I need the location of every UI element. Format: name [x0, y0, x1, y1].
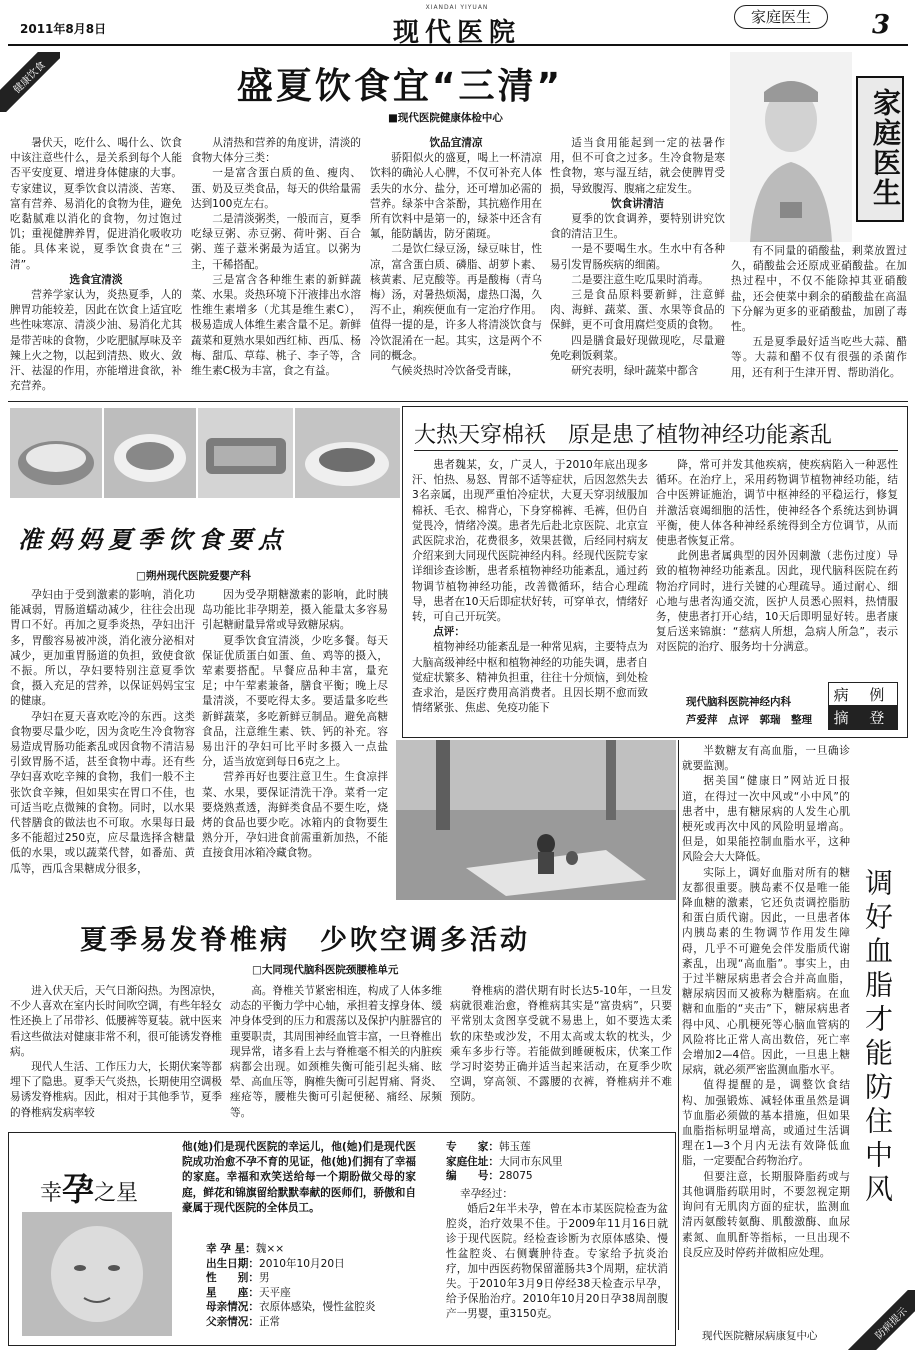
- article3-byline-1: 现代脑科医院神经内科: [686, 696, 791, 708]
- article1-col1: [10, 136, 182, 398]
- food-photo-2: [104, 408, 196, 498]
- paragraph: 现代人生活、工作压力大，长期伏案等都埋下了隐患。夏季天气炎热，长期使用空调极易诱发脊椎病。因此，相对于其他季节，夏季的脊椎病发病率较: [10, 1061, 222, 1119]
- paragraph: 营养再好也要注意卫生。生食凉拌菜、水果，要保证清洗干净。菜肴一定要烧熟煮透，海鲜类食品不要生吃，烧烤的食品也要少吃。冰箱内的食物要生熟分开，孕妇进食前需重新加热，不能直接食用冰箱冷藏食物。: [202, 771, 388, 860]
- header: [0, 0, 915, 52]
- star-story: 婚后2年半未孕，曾在本市某医院检查为盆腔炎，治疗效果不佳。于2009年11月16日就诊于现代医院。经检查诊断为衣原体感染、慢性盆腔炎、右侧囊肿待查。专家给予抗炎治疗，加中西医药物保留灌肠共3个周期，症状消失。于2010年3月9日停经38天检查示早孕，给予保胎治疗。2010年10月20日孕38周剖腹产一男婴，重3150克。: [446, 1203, 668, 1320]
- article4-col3: [450, 984, 672, 1126]
- paragraph: 夏季的饮食调养，要特别讲究饮食的清洁卫生。: [550, 213, 725, 241]
- paragraph: 选食宜清淡: [69, 273, 123, 286]
- paragraph: 适当食用能起到一定的祛暑作用，但不可食之过多。生冷食物是寒性食物，寒与湿互结，就会使脾胃受损，导致腹泻、腹痛之症发生。: [550, 137, 725, 195]
- paragraph: 气候炎热时冷饮备受青睐，: [391, 365, 519, 378]
- field-row: [446, 1155, 668, 1170]
- paragraph: 实际上，调好血脂对所有的糖友都很重要。胰岛素不仅是唯一能降血糖的激素，它还负责调控脂肪和蛋白质代谢。因此，一旦患者体内胰岛素的生物调节作用发生障碍，几乎不可避免会伴发脂质代谢紊乱，出现“高血脂”。事实上，由于过半糖尿病患者会合并高血脂，糖尿病因而又被称为糖脂病。在血糖和血脂的“夹击”下，糖尿病患者得中风、心肌梗死等心脑血管病的风险将比正常人高出数倍，死亡率会增加2—4倍。因此，一旦患上糖尿病，就必须严密监测血脂水平。: [682, 866, 850, 1077]
- field-label: 幸 孕 星：: [206, 1243, 256, 1255]
- article2-col1: [10, 588, 195, 888]
- field-label: 专 家：: [446, 1141, 499, 1153]
- paragraph: 点评：: [433, 626, 465, 639]
- field-value: 男: [258, 1272, 270, 1285]
- field-row: [206, 1315, 436, 1330]
- article2-col2: [202, 588, 388, 888]
- paragraph: 骄阳似火的盛夏，喝上一杯清凉饮料的确沁人心脾，不仅可补充人体丢失的水分、盐分，还可增加必需的营养。绿茶中含茶酚，其抗癌作用在所有饮料中是第一的，绿茶中还含有氟，能防龋齿，防牙菌斑。: [370, 152, 542, 241]
- paragraph: 二是要注意生吃瓜果时消毒。: [571, 273, 709, 286]
- paragraph: 此例患者属典型的因外因刺激（悲伤过度）导致的植物神经功能紊乱。因此，现代脑科医院在药物治疗同时，进行关键的心理疏导。通过耐心、细心地与患者沟通交流，医护人员悉心照料，热情服务，使患者打开心结，10天后即明显好转。患者康复后送来锦旗：“慈病人所想，急病人所急”，表示对医院的治疗、服务均十分满意。: [656, 550, 898, 654]
- park-photo: [396, 740, 676, 900]
- field-label: 母亲情况：: [206, 1301, 259, 1314]
- field-label: 编 号：: [446, 1170, 499, 1183]
- field-value: 韩玉莲: [498, 1141, 531, 1153]
- paragraph: 患者魏某，女，广灵人，于2010年底出现多汗、怕热、易怒、胃部不适等症状，后因忽然失去3名亲属，出现严重怕冷症状，大夏天穿羽绒服加棉袄、毛衣、棉背心，下身穿棉裤、毛裤，但仍自觉畏冷，情绪冷漠。患者先后赴北京医院、北京宣武医院求治，花费很多，效果甚微，后经同村病友介绍来到大同现代医院神经内科。经现代医院专家详细诊查诊断，患者系植物神经功能紊乱，通过药物调节植物神经功能，改善微循环，结合心理疏导，患者在10天后即症状好转，可穿单衣，情绪好转，可自己开玩笑。: [412, 459, 648, 624]
- article3-col1: [412, 458, 648, 732]
- field-value: 28075: [498, 1170, 533, 1183]
- paragraph: 孕妇由于受到激素的影响，消化功能减弱，胃肠道蠕动减少，往往会出现胃口不好。再加之夏季炎热，孕妇出汗多，胃酸容易被冲淡，消化液分泌相对减少，更加重胃肠道的负担，致使食欲不振。所以，孕妇要特别注意夏季饮食，摄入充足的营养，以保证妈妈宝宝的健康。: [10, 589, 195, 708]
- food-photo-4: [295, 408, 400, 498]
- paragraph: 暑伏天，吃什么、喝什么、饮食中该注意些什么，是关系到每个人能否平安度夏、增进身体健康的大事。专家建议，夏季饮食以清淡、苦寒、富有营养、易消化的食物为佳，避免吃黏腻难以消化的食物，勿过饱过饥；重视健脾养胃，促进消化吸收功能。具体来说，夏季饮食贵在“三清”。: [10, 137, 182, 271]
- right-column-rule: [678, 740, 679, 1330]
- article1-byline: ■现代医院健康体检中心: [388, 112, 503, 124]
- paragraph: 一是富含蛋白质的鱼、瘦肉、蛋、奶及豆类食品，每天的供给量需达到100克左右。: [191, 167, 361, 210]
- paragraph: 一是不要喝生水。生水中有各种易引发胃肠疾病的细菌。: [550, 243, 725, 271]
- field-label: 父亲情况：: [206, 1315, 259, 1328]
- field-value: 魏××: [255, 1243, 285, 1255]
- case-tag-line1: 病 例: [828, 682, 898, 706]
- star-right-fields: [446, 1140, 668, 1184]
- paragraph: 营养学家认为，炎热夏季，人的脾胃功能较差，因此在饮食上适宜吃些性味寒凉、清淡少油、易消化尤其是带苦味的食物，少吃肥腻厚味及辛辣上火之物，以起到清热、败火、敛汗、祛湿的作用，亦能增进食欲，补充营养。: [10, 289, 182, 393]
- header-rule: [8, 44, 908, 46]
- paragraph: 饮品宜清凉: [429, 137, 483, 149]
- paragraph: 四是膳食最好现做现吃，尽量避免吃剩饭剩菜。: [550, 334, 725, 362]
- field-label: 出生日期：: [206, 1257, 259, 1270]
- article1-col5: [731, 244, 907, 398]
- article3-byline-2: 芦爱萍 点评 郭瑞 整理: [686, 714, 812, 726]
- article3-col2: [656, 458, 898, 678]
- paragraph: 研究表明，绿叶蔬菜中都含: [571, 365, 699, 378]
- food-photo-3: [198, 408, 293, 498]
- article3-title-rule: [414, 450, 898, 451]
- prevention-tag: 防病提示: [848, 1290, 915, 1350]
- paragraph: 饮食讲清洁: [611, 197, 664, 210]
- paragraph: 从清热和营养的角度讲，清淡的食物大体分三类：: [191, 137, 361, 165]
- paragraph: 夏季饮食宜清淡，少吃多餐。每天保证优质蛋白如蛋、鱼、鸡等的摄入，荤素要搭配。早餐应品种丰富，量充足；中午荤素兼备，膳食平衡；晚上尽量清淡，不要吃得太多。要适量多吃些新鲜蔬菜，多吃新鲜豆制品。避免高糖食品，注意维生素、铁、钙的补充。容易出汗的孕妇可比平时多摄入一点盐分，适当放宽到每日6克之上。: [202, 634, 388, 769]
- paragraph: 三是食品原料要新鲜，注意鲜肉、海鲜、蔬菜、蛋、水果等食品的保鲜，更不可食用腐烂变质的食物。: [550, 289, 725, 332]
- article1-title: 盛夏饮食宜“三清”: [236, 66, 564, 107]
- paragraph: 高。脊椎关节紧密相连，构成了人体多维动态的平衡力学中心轴，承担着支撑身体、缓冲身体受到的压力和震荡以及保护内脏器官的重要职责，其周围神经血管丰富，一旦脊椎出现异常，诸多看上去与脊椎毫不相关的内脏疾病都会出现。如颈椎失衡可能引起头痛、眩晕、高血压等，胸椎失衡可引起胃痛、肾炎、痤疮等，腰椎失衡可引起便秘、痛经、尿频等。: [230, 985, 442, 1119]
- star-title: 幸孕之星: [40, 1170, 139, 1208]
- paragraph: 据美国“健康日”网站近日报道，在得过一次中风或“小中风”的患者中，患有糖尿病的人发生心肌梗死或再次中风的风险明显增高。但是，如果能控制血脂水平，这种风险会大大降低。: [682, 775, 850, 864]
- article4-byline: □大同现代脑科医院颈腰椎单元: [252, 964, 399, 976]
- star-intro: 他(她)们是现代医院的幸运儿，他(她)们是现代医院成功治愈不孕不育的见证，他(她)们拥有了幸福的家庭。幸福和欢笑送给每一个期盼做父母的家庭，鲜花和锦旗留给默默奉献的医师们，骄傲和自豪属于现代医院的全体员工。: [182, 1141, 416, 1214]
- star-fields: [206, 1242, 436, 1330]
- field-row: [206, 1242, 436, 1257]
- paragraph: 二是饮仁绿豆汤，绿豆味甘，性凉，富含蛋白质、磷脂、胡萝卜素、核黄素、尼克酸等。再是酸梅（青乌梅）汤，对暑热烦渴，虚热口渴，久泻不止，痢疾便血有一定治疗作用。值得一提的是，许多人将清淡饮食与冷饮混淆在一起。其实，这是两个不同的概念。: [370, 243, 542, 362]
- article2-byline: □朔州现代医院爱婴产科: [136, 570, 251, 582]
- masthead: 现代医院: [392, 18, 521, 48]
- field-label: 性 别：: [206, 1272, 259, 1285]
- article3-title: 大热天穿棉袄 原是患了植物神经功能紊乱: [414, 423, 833, 448]
- food-photo-1: [10, 408, 102, 498]
- field-row: [206, 1300, 436, 1315]
- paragraph: 孕妇在夏天喜欢吃冷的东西。这类食物要尽量少吃，因为贪吃生冷食物容易造成胃肠功能紊乱或因食物不清洁易引致胃肠不适，甚至食物中毒。还有些孕妇喜欢吃辛辣的食物，我们一般不主张饮食辛辣，但如果实在胃口不佳，也可适当吃点微辣的食物。同时，以水果代替膳食的做法也不可取。水果每日最多不能超过250克，应尽量选择含糖量低的水果，或以蔬菜代替，如番茄、黄瓜等，西瓜含果糖成分很多，: [10, 710, 195, 875]
- paragraph: 因为受孕期糖激素的影响，此时胰岛功能比非孕期差，摄入能量太多容易引起糖耐量异常或导致糖尿病。: [202, 589, 388, 632]
- paragraph: 但要注意，长期服降脂药或与其他调脂药联用时，不要忽视定期询问有无肌肉方面的症状，监测血清丙氨酸转氨酶、肌酸激酶、血尿素氮、血肌酐等指标，一旦出现不良反应及时停药并做相应处理。: [682, 1170, 850, 1259]
- article2-title: 准妈妈夏季饮食要点: [18, 525, 288, 554]
- baby-photo: [22, 1212, 172, 1336]
- article4-col2: [230, 984, 442, 1126]
- page-number: 3: [872, 10, 891, 40]
- paragraph: 五是夏季最好适当吃些大蒜、醋等。大蒜和醋不仅有很强的杀菌作用，还有利于生津开胃、帮助消化。: [731, 336, 907, 379]
- paragraph: 三是富含各种维生素的新鲜蔬菜、水果。炎热环境下汗液排出水溶性维生素增多（尤其是维生素C），极易造成人体维生素含量不足。新鲜蔬菜和夏熟水果如西红柿、西瓜、杨梅、甜瓜、草莓、桃子、李子等，含维生素C极为丰富，食之有益。: [191, 273, 361, 378]
- case-tag-line2: 摘 登: [828, 706, 898, 730]
- field-row: [206, 1257, 436, 1272]
- paragraph: 半数糖友有高血脂，一旦确诊就要监测。: [682, 745, 850, 773]
- article1-col3: [370, 136, 542, 398]
- masthead-pinyin: XIANDAI YIYUAN: [425, 4, 489, 11]
- nurse-photo: [730, 52, 852, 242]
- case-tag: [828, 682, 898, 730]
- field-label: 星 座：: [206, 1286, 259, 1299]
- paragraph: 进入伏天后，天气日渐闷热。为图凉快，不少人喜欢在室内长时间吹空调，有些年轻女性还换上了吊带衫、低腰裤等夏装。就中医来看这些做法对健康非常不利，很可能诱发脊椎病。: [10, 985, 222, 1058]
- field-row: [446, 1140, 668, 1155]
- article5-side-title: 调好血脂才能防住中风: [861, 868, 894, 1208]
- field-label: 家庭住址：: [446, 1155, 499, 1168]
- paragraph: 脊椎病的潜伏期有时长达5-10年，一旦发病就很难治愈，脊椎病其实是“富贵病”，只要平常别太贪图享受就不易患上，如不要选太柔软的床垫或沙发，不用太高或太软的枕头，少乘车多步行等。若能做到睡硬板床，伏案工作学习时姿势正确并适当起来活动，在夏季少吹空调，穿高领、不露腰的衣裤，脊椎病并不难预防。: [450, 985, 672, 1104]
- article1-col4: [550, 136, 725, 398]
- article1-bottom-rule: [8, 401, 908, 402]
- article1-col2: [191, 136, 361, 398]
- star-story-title: 幸孕经过：: [460, 1188, 513, 1200]
- section-label: 家庭医生: [734, 5, 828, 29]
- article4-title: 夏季易发脊椎病 少吹空调多活动: [80, 925, 530, 956]
- field-value: 衣原体感染，慢性盆腔炎: [258, 1301, 376, 1314]
- field-value: 2010年10月20日: [258, 1257, 345, 1270]
- issue-date: 2011年8月8日: [20, 22, 107, 36]
- article4-col1: [10, 984, 222, 1126]
- paragraph: 植物神经功能紊乱是一种常见病，主要特点为大脑高级神经中枢和植物神经的功能失调，患者自觉症状繁多、精神负担重，往往十分烦恼，到处检查求治，是医疗费用高消费者。且因长期不愈而致情绪紧张、焦虑、免疫功能下: [412, 641, 648, 715]
- diet-tag: 健康饮食: [0, 52, 60, 112]
- paragraph: 有不同量的硝酸盐，剩菜放置过久，硝酸盐会还原成亚硝酸盐。在加热过程中，不仅不能除掉其亚硝酸盐，还会使菜中剩余的硝酸盐在高温下分解为更多的亚硝酸盐，加剧了毒性。: [731, 245, 907, 334]
- field-value: 天平座: [258, 1286, 291, 1299]
- family-doctor-side: 家庭医生: [856, 76, 904, 222]
- field-row: [206, 1271, 436, 1286]
- field-row: [206, 1286, 436, 1301]
- field-row: [446, 1169, 668, 1184]
- paragraph: 降，常可并发其他疾病，使疾病陷入一种恶性循环。在治疗上，采用药物调节植物神经功能，结合中医辨证施治，调节中枢神经的平稳运行，修复并激活衰竭细胞的活性，使神经各个系统达到协调平衡，使人体各种神经系统得到全方位调节，从而使患者恢复正常。: [656, 459, 898, 548]
- article5-byline: 现代医院糖尿病康复中心: [702, 1330, 818, 1342]
- paragraph: 二是清淡粥类，一般而言，夏季吃绿豆粥、赤豆粥、荷叶粥、百合粥、莲子薏米粥最为适宜。以粥为主，干稀搭配。: [191, 213, 361, 271]
- field-value: 正常: [258, 1315, 281, 1328]
- article5-col1: [682, 744, 850, 1324]
- field-value: 大同市东风里: [498, 1155, 563, 1168]
- paragraph: 值得提醒的是，调整饮食结构、加强锻炼、减轻体重虽然是调节血脂必须做的基本措施，但如果血脂指标明显增高，或通过生活调理在1—3个月内无法有效降低血脂，一定要配合药物治疗。: [682, 1079, 850, 1168]
